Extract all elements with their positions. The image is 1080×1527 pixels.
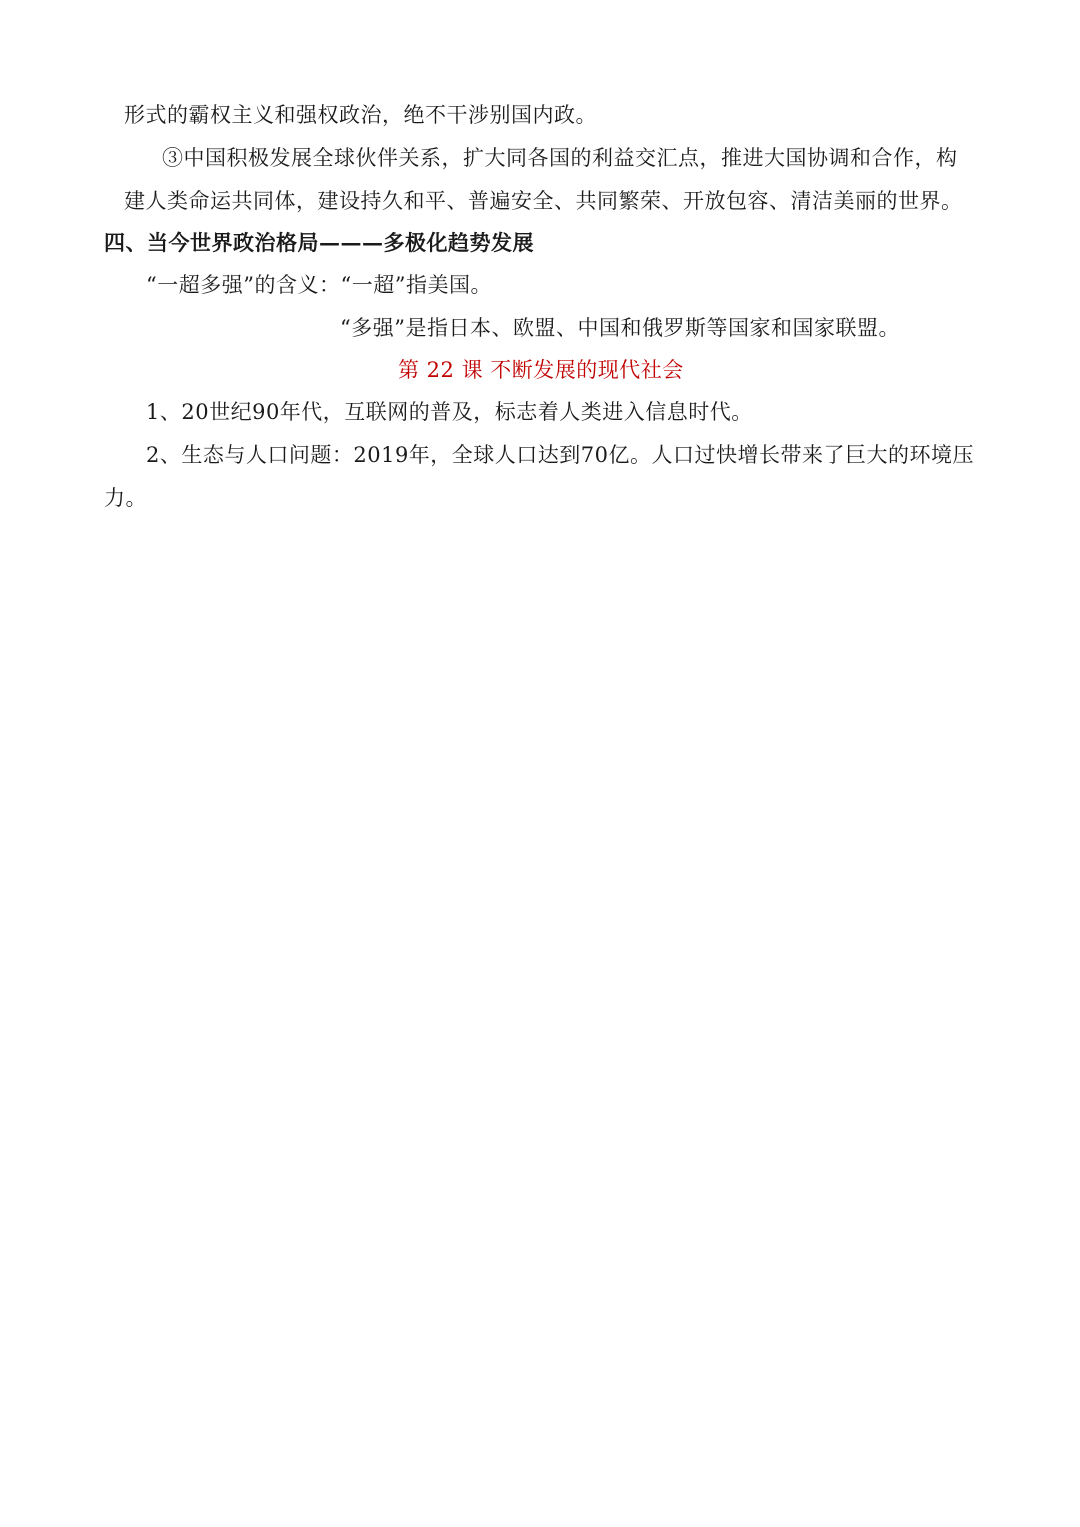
text-line: 力。 — [104, 486, 147, 510]
text-line: 形式的霸权主义和强权政治，绝不干涉别国内政。 — [124, 103, 597, 127]
lesson-title: 第 22 课 不断发展的现代社会 — [398, 358, 684, 382]
text-line: 2、生态与人口问题：2019年，全球人口达到70亿。人口过快增长带来了巨大的环境压 — [146, 443, 975, 467]
text-line: 建人类命运共同体，建设持久和平、普遍安全、共同繁荣、开放包容、清洁美丽的世界。 — [124, 189, 963, 213]
section-heading: 四、当今世界政治格局———多极化趋势发展 — [104, 230, 534, 255]
text-line: ③中国积极发展全球伙伴关系，扩大同各国的利益交汇点，推进大国协调和合作，构 — [162, 146, 958, 170]
text-line: 1、20世纪90年代，互联网的普及，标志着人类进入信息时代。 — [146, 400, 753, 424]
text-line: “多强”是指日本、欧盟、中国和俄罗斯等国家和国家联盟。 — [340, 316, 900, 340]
text-line: “一超多强”的含义：“一超”指美国。 — [146, 273, 492, 297]
